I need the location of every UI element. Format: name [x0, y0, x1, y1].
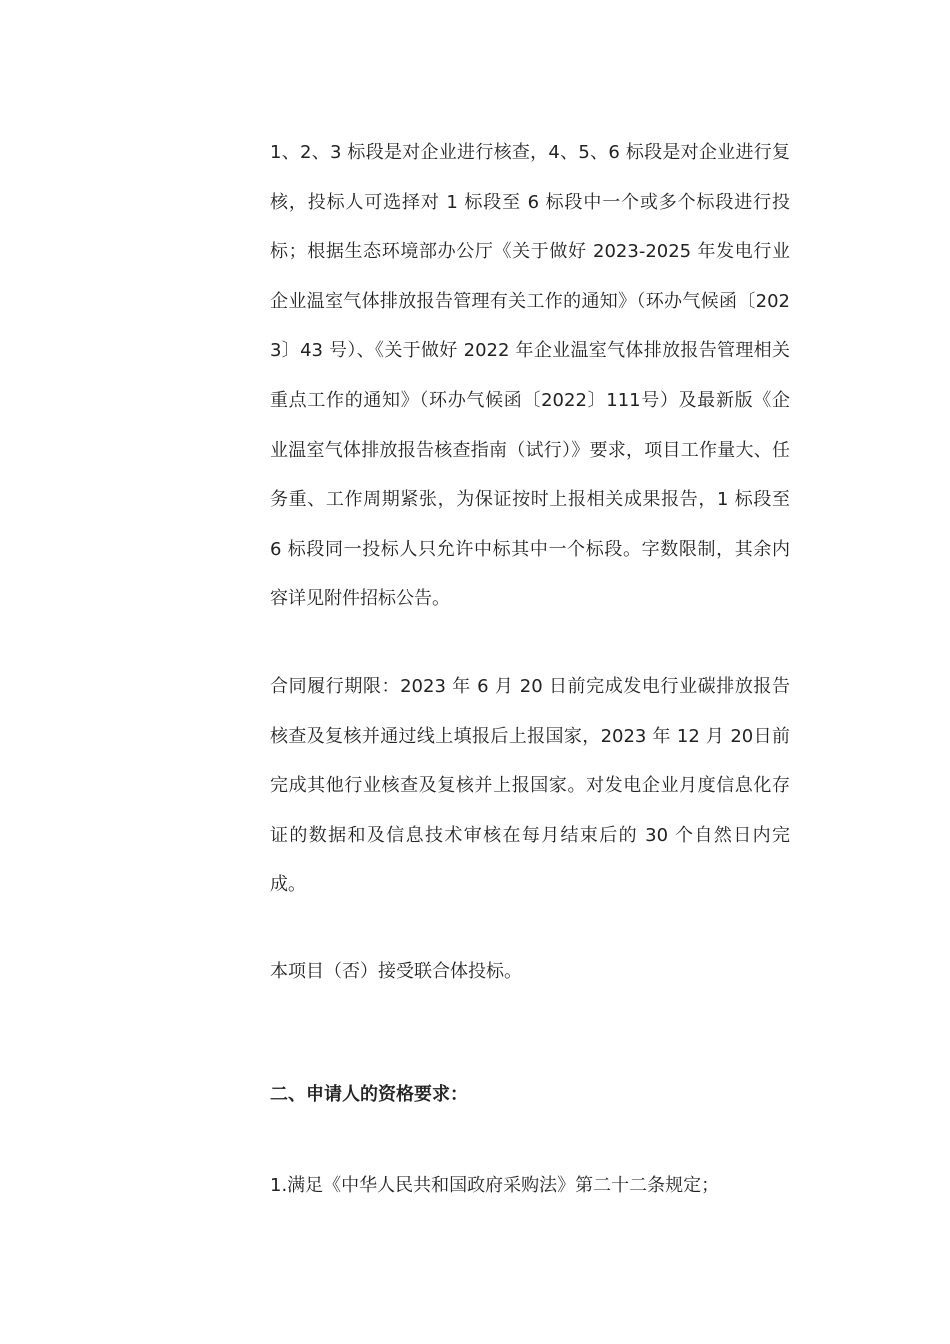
- paragraph-consortium-note: 本项目（否）接受联合体投标。: [270, 961, 522, 982]
- requirement-item-1: 1.满足《中华人民共和国政府采购法》第二十二条规定；: [270, 1175, 720, 1196]
- paragraph-contract-period: 合同履行期限：2023 年 6 月 20 日前完成发电行业碳排放报告核查及复核并通过线上填报后上报国家，2023 年 12 月 20日前完成其他行业核查及复核并上报国家。对发电企业月度信息化存证的数据和及信息技术审核在每月结束后的 30 个自然日内完成。: [270, 675, 790, 896]
- paragraph-bid-sections: 1、2、3 标段是对企业进行核查，4、5、6 标段是对企业进行复核，投标人可选择对 1 标段至 6 标段中一个或多个标段进行投标；根据生态环境部办公厅《关于做好 2023-2025 年发电行业企业温室气体排放报告管理有关工作的通知》（环办气候函〔2023〕43 号）、《关于做好 2022 年企业温室气体排放报告管理相关重点工作的通知》（环办气候函〔2022〕111号）及最新版《企业温室气体排放报告核查指南（试行）》要求，项目工作量大、任务重、工作周期紧张，为保证按时上报相关成果报告，1 标段至 6 标段同一投标人只允许中标其中一个标段。字数限制，其余内容详见附件招标公告。: [270, 142, 790, 610]
- document-body: [270, 128, 790, 910]
- section-heading-qualifications: 二、申请人的资格要求：: [270, 1084, 468, 1105]
